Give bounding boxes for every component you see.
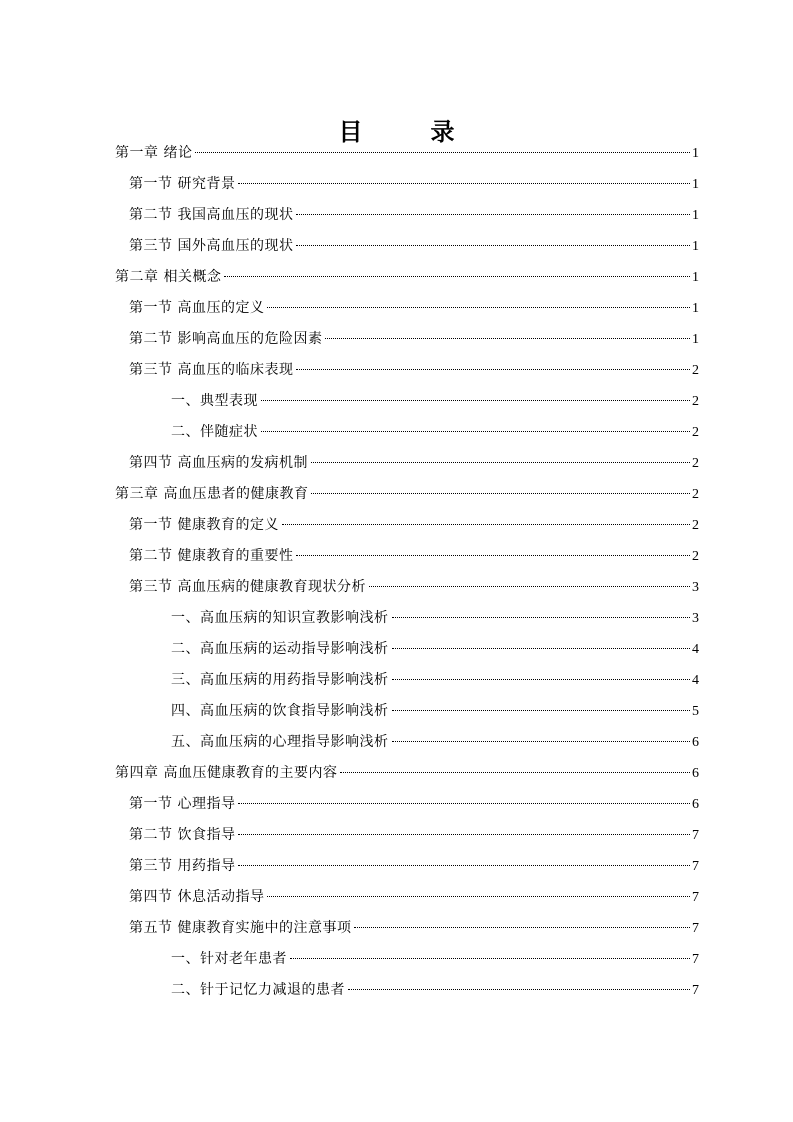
toc-entry-page-number: 2 xyxy=(692,425,699,440)
toc-entry-label: 第三节 国外高血压的现状 xyxy=(129,238,294,254)
dot-leader xyxy=(261,431,690,432)
toc-entry[interactable] xyxy=(115,913,699,944)
toc-entry-label: 二、伴随症状 xyxy=(171,424,258,440)
dot-leader xyxy=(311,462,690,463)
toc-entry-label: 三、高血压病的用药指导影响浅析 xyxy=(171,672,389,688)
toc-entry-page-number: 6 xyxy=(692,735,699,750)
dot-leader xyxy=(195,152,690,153)
toc-entry-page-number: 1 xyxy=(692,177,699,192)
toc-entry[interactable] xyxy=(115,138,699,169)
dot-leader xyxy=(238,183,690,184)
toc-entry-page-number: 7 xyxy=(692,828,699,843)
toc-entry-label: 第五节 健康教育实施中的注意事项 xyxy=(129,920,352,936)
toc-entry-page-number: 4 xyxy=(692,642,699,657)
toc-entry[interactable] xyxy=(115,789,699,820)
dot-leader xyxy=(238,803,690,804)
toc-entry-label: 第二节 健康教育的重要性 xyxy=(129,548,294,564)
toc-entry-label: 第三章 高血压患者的健康教育 xyxy=(115,486,309,502)
dot-leader xyxy=(392,617,691,618)
toc-entry-page-number: 7 xyxy=(692,890,699,905)
toc-entry[interactable] xyxy=(115,820,699,851)
toc-entry[interactable] xyxy=(115,696,699,727)
toc-entry[interactable] xyxy=(115,169,699,200)
dot-leader xyxy=(369,586,690,587)
toc-entry-label: 二、高血压病的运动指导影响浅析 xyxy=(171,641,389,657)
dot-leader xyxy=(392,679,691,680)
toc-entry-page-number: 5 xyxy=(692,704,699,719)
toc-entry-page-number: 2 xyxy=(692,518,699,533)
dot-leader xyxy=(296,369,690,370)
dot-leader xyxy=(340,772,690,773)
toc-entry-page-number: 1 xyxy=(692,208,699,223)
toc-entry-page-number: 1 xyxy=(692,332,699,347)
toc-entry-label: 第三节 用药指导 xyxy=(129,858,236,874)
toc-entry[interactable] xyxy=(115,727,699,758)
dot-leader xyxy=(296,214,690,215)
toc-entry-label: 一、针对老年患者 xyxy=(171,951,287,967)
toc-entry-label: 第一节 高血压的定义 xyxy=(129,300,265,316)
toc-entry-page-number: 1 xyxy=(692,301,699,316)
toc-entry-page-number: 6 xyxy=(692,797,699,812)
dot-leader xyxy=(311,493,690,494)
dot-leader xyxy=(348,989,690,990)
dot-leader xyxy=(267,896,690,897)
toc-entry[interactable] xyxy=(115,975,699,1006)
dot-leader xyxy=(392,710,691,711)
toc-entry[interactable] xyxy=(115,200,699,231)
toc-entry[interactable] xyxy=(115,448,699,479)
toc-entry[interactable] xyxy=(115,944,699,975)
dot-leader xyxy=(282,524,690,525)
toc-entry-page-number: 1 xyxy=(692,270,699,285)
toc-entry[interactable] xyxy=(115,882,699,913)
toc-entry-page-number: 7 xyxy=(692,952,699,967)
dot-leader xyxy=(325,338,690,339)
table-of-contents xyxy=(115,138,699,1006)
toc-entry[interactable] xyxy=(115,417,699,448)
toc-entry-page-number: 3 xyxy=(692,580,699,595)
dot-leader xyxy=(296,555,690,556)
toc-entry[interactable] xyxy=(115,758,699,789)
toc-entry-label: 第一节 健康教育的定义 xyxy=(129,517,279,533)
toc-entry-page-number: 2 xyxy=(692,549,699,564)
toc-entry-page-number: 2 xyxy=(692,363,699,378)
dot-leader xyxy=(238,834,690,835)
toc-entry[interactable] xyxy=(115,293,699,324)
toc-entry-label: 第二节 我国高血压的现状 xyxy=(129,207,294,223)
toc-entry-page-number: 6 xyxy=(692,766,699,781)
toc-entry-label: 第一节 心理指导 xyxy=(129,796,236,812)
toc-entry-label: 第四章 高血压健康教育的主要内容 xyxy=(115,765,338,781)
toc-entry-page-number: 2 xyxy=(692,394,699,409)
dot-leader xyxy=(296,245,690,246)
toc-entry-page-number: 2 xyxy=(692,456,699,471)
toc-entry-page-number: 7 xyxy=(692,983,699,998)
toc-entry-label: 第一章 绪论 xyxy=(115,145,193,161)
dot-leader xyxy=(290,958,690,959)
dot-leader xyxy=(392,741,691,742)
toc-entry[interactable] xyxy=(115,479,699,510)
toc-entry[interactable] xyxy=(115,510,699,541)
toc-entry-label: 第二节 饮食指导 xyxy=(129,827,236,843)
toc-entry-label: 一、高血压病的知识宣教影响浅析 xyxy=(171,610,389,626)
toc-entry-label: 第一节 研究背景 xyxy=(129,176,236,192)
toc-entry-label: 第二节 影响高血压的危险因素 xyxy=(129,331,323,347)
toc-entry[interactable] xyxy=(115,665,699,696)
dot-leader xyxy=(267,307,690,308)
dot-leader xyxy=(261,400,690,401)
toc-entry[interactable] xyxy=(115,355,699,386)
toc-entry[interactable] xyxy=(115,603,699,634)
toc-entry-page-number: 3 xyxy=(692,611,699,626)
toc-entry-label: 第三节 高血压的临床表现 xyxy=(129,362,294,378)
dot-leader xyxy=(392,648,691,649)
toc-entry[interactable] xyxy=(115,634,699,665)
toc-entry-page-number: 1 xyxy=(692,146,699,161)
toc-entry[interactable] xyxy=(115,262,699,293)
dot-leader xyxy=(224,276,690,277)
toc-entry[interactable] xyxy=(115,231,699,262)
toc-entry-label: 四、高血压病的饮食指导影响浅析 xyxy=(171,703,389,719)
toc-entry-page-number: 2 xyxy=(692,487,699,502)
page-title: 目 录 xyxy=(338,117,477,147)
toc-entry-page-number: 7 xyxy=(692,859,699,874)
toc-entry-label: 第三节 高血压病的健康教育现状分析 xyxy=(129,579,366,595)
toc-entry[interactable] xyxy=(115,386,699,417)
toc-entry-page-number: 4 xyxy=(692,673,699,688)
toc-entry-page-number: 1 xyxy=(692,239,699,254)
toc-entry-label: 第四节 休息活动指导 xyxy=(129,889,265,905)
toc-entry-label: 五、高血压病的心理指导影响浅析 xyxy=(171,734,389,750)
toc-entry-label: 第二章 相关概念 xyxy=(115,269,222,285)
toc-entry-label: 二、针于记忆力减退的患者 xyxy=(171,982,345,998)
dot-leader xyxy=(354,927,690,928)
toc-entry-label: 一、典型表现 xyxy=(171,393,258,409)
toc-entry[interactable] xyxy=(115,851,699,882)
toc-entry[interactable] xyxy=(115,572,699,603)
toc-entry[interactable] xyxy=(115,324,699,355)
dot-leader xyxy=(238,865,690,866)
toc-entry-page-number: 7 xyxy=(692,921,699,936)
toc-entry[interactable] xyxy=(115,541,699,572)
toc-entry-label: 第四节 高血压病的发病机制 xyxy=(129,455,308,471)
